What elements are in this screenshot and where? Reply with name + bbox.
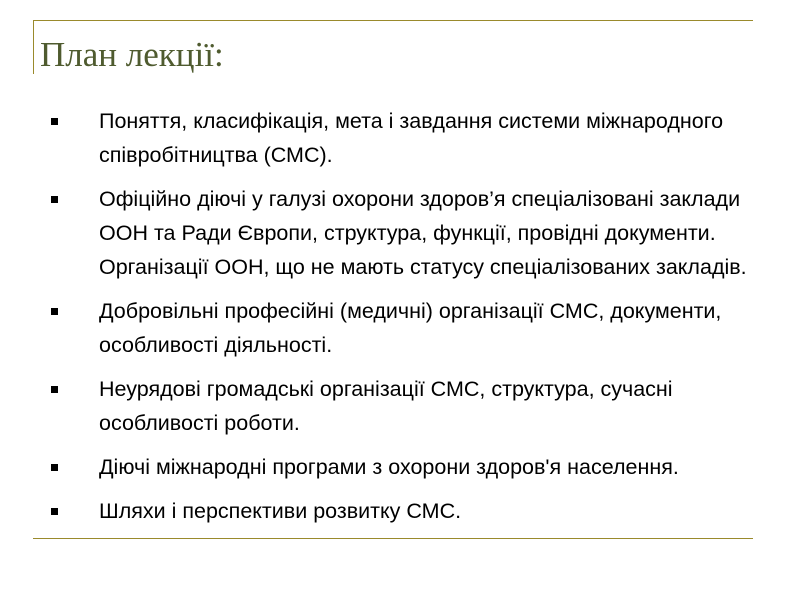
bullet-text: Неурядові громадські організації СМС, структура, сучасні особливості роботи. <box>99 377 673 435</box>
bullet-item <box>50 182 750 284</box>
square-bullet-icon <box>51 308 58 315</box>
bullet-text: Поняття, класифікація, мета і завдання системи міжнародного співробітництва (СМС). <box>99 109 724 167</box>
title-left-rule <box>33 20 34 74</box>
bullet-item <box>50 372 750 440</box>
bullet-text: Діючі міжнародні програми з охорони здоров'я населення. <box>99 455 679 479</box>
bullet-text: Добровільні професійні (медичні) організації СМС, документи, особливості діяльності. <box>99 299 722 357</box>
bullet-item <box>50 450 750 484</box>
bullet-item <box>50 494 750 528</box>
square-bullet-icon <box>51 196 58 203</box>
bottom-divider-rule <box>33 538 753 539</box>
square-bullet-icon <box>51 464 58 471</box>
square-bullet-icon <box>51 386 58 393</box>
bullet-item <box>50 294 750 362</box>
square-bullet-icon <box>51 508 58 515</box>
bullet-item <box>50 104 750 172</box>
title-top-rule <box>33 20 753 21</box>
square-bullet-icon <box>51 118 58 125</box>
bullet-text: Шляхи і перспективи розвитку СМС. <box>99 499 462 523</box>
slide-title: План лекції: <box>40 35 224 74</box>
bullet-list <box>50 104 750 538</box>
bullet-text: Офіційно діючі у галузі охорони здоров’я спеціалізовані заклади ООН та Ради Європи, структура, функції, провідні документи. Організації ООН, що не мають статусу спеціалізованих закладів. <box>99 187 747 279</box>
